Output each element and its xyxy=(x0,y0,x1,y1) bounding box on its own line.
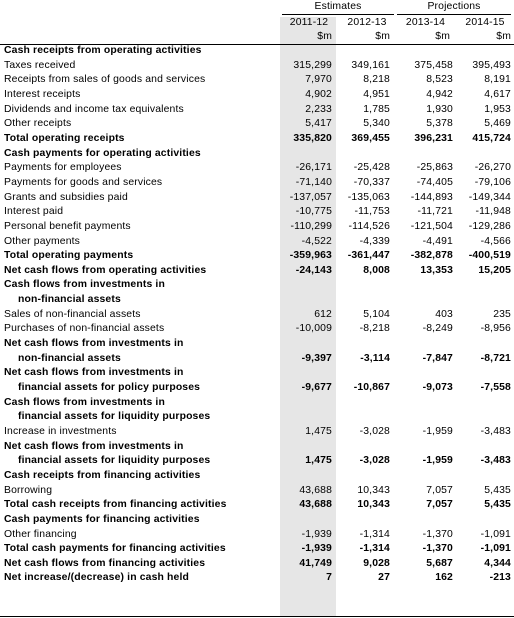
row-value-2012-13: -135,063 xyxy=(347,191,390,203)
row-value-2013-14: -382,878 xyxy=(410,250,453,262)
table-row xyxy=(0,528,514,542)
row-value-2014-15: -7,558 xyxy=(480,381,511,393)
row-value-2011-12: -24,143 xyxy=(295,264,332,276)
row-label: Other payments xyxy=(4,235,81,247)
row-value-2012-13: -25,428 xyxy=(353,162,390,174)
row-value-2013-14: 7,057 xyxy=(426,484,453,496)
table-row xyxy=(0,396,514,410)
row-value-2012-13: 5,104 xyxy=(363,308,390,320)
row-label: Net cash flows from operating activities xyxy=(4,264,207,276)
row-value-2013-14: 396,231 xyxy=(414,132,453,144)
header-rule-projections xyxy=(397,14,511,15)
table-row xyxy=(0,322,514,336)
row-label: Cash flows from investments in xyxy=(4,279,165,291)
row-value-2014-15: 8,191 xyxy=(484,74,511,86)
table-row xyxy=(0,220,514,234)
row-label: Total operating payments xyxy=(4,250,134,262)
header-group-projections: Projections xyxy=(427,1,481,12)
row-value-2012-13: -70,337 xyxy=(353,176,390,188)
row-value-2012-13: 10,343 xyxy=(357,484,390,496)
header-year: 2014-15 xyxy=(465,17,505,28)
row-value-2011-12: 43,688 xyxy=(299,484,332,496)
row-value-2011-12: -4,522 xyxy=(301,235,332,247)
table-row xyxy=(0,103,514,117)
table-row xyxy=(0,278,514,292)
row-label: Other financing xyxy=(4,528,77,540)
table-row xyxy=(0,381,514,395)
row-value-2011-12: 335,820 xyxy=(293,132,332,144)
row-value-2011-12: 4,902 xyxy=(305,89,332,100)
row-value-2012-13: -3,028 xyxy=(359,455,390,467)
row-label: Interest receipts xyxy=(4,89,81,100)
row-value-2014-15: 4,617 xyxy=(484,89,511,100)
row-value-2012-13: 5,340 xyxy=(363,118,390,130)
row-label: Cash payments for financing activities xyxy=(4,513,200,525)
row-label: Receipts from sales of goods and services xyxy=(4,74,206,86)
row-value-2013-14: -9,073 xyxy=(422,381,453,393)
row-label: Cash receipts from financing activities xyxy=(4,469,201,481)
row-value-2013-14: 4,942 xyxy=(426,89,453,100)
row-label: Net cash flows from investments in xyxy=(4,367,184,379)
row-value-2013-14: -25,863 xyxy=(416,162,453,174)
row-label: Total cash receipts from financing activities xyxy=(4,499,227,511)
row-value-2012-13: 349,161 xyxy=(351,59,390,71)
row-value-2011-12: 41,749 xyxy=(299,557,332,569)
row-value-2011-12: 7,970 xyxy=(305,74,332,86)
row-value-2014-15: 415,724 xyxy=(472,132,511,144)
row-value-2014-15: -11,948 xyxy=(475,206,511,218)
row-value-2012-13: -3,114 xyxy=(360,352,390,364)
row-label: financial assets for policy purposes xyxy=(18,381,201,393)
row-value-2012-13: 27 xyxy=(378,572,390,584)
row-value-2012-13: -1,314 xyxy=(359,528,390,540)
row-value-2013-14: 375,458 xyxy=(414,59,453,71)
row-value-2013-14: -1,959 xyxy=(422,455,453,467)
row-value-2012-13: 1,785 xyxy=(363,103,390,115)
header-group-estimates: Estimates xyxy=(314,1,362,12)
row-label: financial assets for liquidity purposes xyxy=(18,455,211,467)
row-value-2012-13: -3,028 xyxy=(359,425,390,437)
table-row xyxy=(0,366,514,380)
row-label: Taxes received xyxy=(4,59,76,71)
table-row xyxy=(0,191,514,205)
row-value-2014-15: -3,483 xyxy=(480,425,511,437)
row-value-2011-12: -9,397 xyxy=(301,352,332,364)
row-value-2014-15: -8,721 xyxy=(480,352,511,364)
row-value-2011-12: -71,140 xyxy=(295,176,332,188)
row-value-2013-14: 403 xyxy=(435,308,453,320)
table-row xyxy=(0,484,514,498)
row-value-2013-14: 162 xyxy=(435,572,453,584)
row-value-2012-13: 8,218 xyxy=(363,74,390,86)
row-label: Borrowing xyxy=(4,484,53,496)
row-value-2013-14: -8,249 xyxy=(422,323,453,335)
table-row xyxy=(0,308,514,322)
row-label: Cash payments for operating activities xyxy=(4,147,201,159)
row-label: Purchases of non-financial assets xyxy=(4,323,165,335)
row-label: Total cash payments for financing activities xyxy=(4,543,226,555)
row-value-2014-15: -400,519 xyxy=(468,250,511,262)
row-value-2012-13: 9,028 xyxy=(363,557,390,569)
table-row xyxy=(0,454,514,468)
row-value-2013-14: -4,491 xyxy=(422,235,453,247)
table-row xyxy=(0,249,514,263)
row-value-2011-12: 1,475 xyxy=(305,455,332,467)
header-year: 2011-12 xyxy=(289,17,329,28)
row-value-2014-15: -213 xyxy=(489,572,511,584)
header-unit: $m xyxy=(317,31,332,42)
row-value-2012-13: 8,008 xyxy=(363,264,390,276)
row-value-2011-12: -9,677 xyxy=(301,381,332,393)
row-value-2011-12: -137,057 xyxy=(289,191,332,203)
table-row xyxy=(0,513,514,527)
row-value-2011-12: 43,688 xyxy=(299,499,332,511)
header-unit: $m xyxy=(375,31,390,42)
row-label: Net cash flows from financing activities xyxy=(4,557,206,569)
row-value-2014-15: -1,091 xyxy=(480,543,511,555)
row-label: non-financial assets xyxy=(18,294,121,306)
table-row xyxy=(0,337,514,351)
row-label: Net cash flows from investments in xyxy=(4,338,184,349)
row-label: financial assets for liquidity purposes xyxy=(18,411,211,423)
row-label: Cash receipts from operating activities xyxy=(4,45,202,56)
row-value-2014-15: -129,286 xyxy=(468,220,511,232)
table-row xyxy=(0,542,514,556)
header-unit: $m xyxy=(496,31,511,42)
row-label: Total operating receipts xyxy=(4,132,125,144)
row-value-2013-14: 13,353 xyxy=(420,264,453,276)
row-value-2013-14: -1,959 xyxy=(422,425,453,437)
row-value-2014-15: -3,483 xyxy=(480,455,511,467)
row-value-2014-15: 1,953 xyxy=(484,103,511,115)
row-value-2012-13: -8,218 xyxy=(359,323,390,335)
row-value-2012-13: -4,339 xyxy=(359,235,390,247)
row-label: Grants and subsidies paid xyxy=(4,191,128,203)
row-value-2014-15: 5,469 xyxy=(484,118,511,130)
row-value-2013-14: -121,504 xyxy=(410,220,453,232)
table-row xyxy=(0,557,514,571)
row-value-2012-13: -361,447 xyxy=(347,250,390,262)
row-label: Interest paid xyxy=(4,206,64,218)
row-value-2011-12: 2,233 xyxy=(305,103,332,115)
table-row xyxy=(0,410,514,424)
row-value-2014-15: -4,566 xyxy=(480,235,511,247)
row-value-2011-12: -10,775 xyxy=(295,206,332,218)
row-label: Personal benefit payments xyxy=(4,220,131,232)
row-value-2011-12: -110,299 xyxy=(290,220,332,232)
table-row xyxy=(0,293,514,307)
row-value-2014-15: -26,270 xyxy=(474,162,511,174)
row-value-2013-14: -11,721 xyxy=(417,206,453,218)
table-bottom-rule xyxy=(0,616,514,617)
row-value-2014-15: 4,344 xyxy=(484,557,511,569)
header-year: 2013-14 xyxy=(405,17,446,28)
row-value-2013-14: 8,523 xyxy=(426,74,453,86)
row-value-2014-15: -79,106 xyxy=(474,176,511,188)
row-value-2011-12: -1,939 xyxy=(301,528,332,540)
row-value-2014-15: 15,205 xyxy=(478,264,511,276)
row-label: Cash flows from investments in xyxy=(4,396,165,408)
row-value-2014-15: 5,435 xyxy=(484,499,511,511)
row-value-2011-12: -10,009 xyxy=(295,323,332,335)
row-label: Net increase/(decrease) in cash held xyxy=(4,572,190,584)
table-row xyxy=(0,176,514,190)
table-row xyxy=(0,264,514,278)
row-value-2013-14: -1,370 xyxy=(422,528,453,540)
row-label: Payments for goods and services xyxy=(4,176,163,188)
row-value-2011-12: -1,939 xyxy=(301,543,332,555)
row-value-2011-12: -359,963 xyxy=(289,250,332,262)
table-row xyxy=(0,44,514,58)
row-value-2014-15: -149,344 xyxy=(468,191,511,203)
row-label: Other receipts xyxy=(4,118,72,130)
row-value-2013-14: 5,378 xyxy=(426,118,453,130)
table-row xyxy=(0,235,514,249)
table-row xyxy=(0,117,514,131)
row-value-2014-15: -1,091 xyxy=(480,528,511,540)
table-row xyxy=(0,161,514,175)
table-row xyxy=(0,59,514,73)
table-row xyxy=(0,147,514,161)
row-value-2012-13: -114,526 xyxy=(348,220,390,232)
row-value-2011-12: -26,171 xyxy=(295,162,332,174)
row-value-2014-15: 5,435 xyxy=(484,484,511,496)
row-label: Increase in investments xyxy=(4,425,117,437)
table-row xyxy=(0,469,514,483)
table-row xyxy=(0,571,514,585)
table-row xyxy=(0,132,514,146)
row-value-2013-14: 7,057 xyxy=(426,499,453,511)
row-label: Net cash flows from investments in xyxy=(4,440,184,452)
table-row xyxy=(0,73,514,87)
header-year: 2012-13 xyxy=(347,17,387,28)
table-row xyxy=(0,440,514,454)
row-value-2011-12: 1,475 xyxy=(305,425,332,437)
row-value-2011-12: 7 xyxy=(326,572,332,584)
row-value-2013-14: 1,930 xyxy=(426,103,453,115)
row-value-2012-13: 369,455 xyxy=(351,132,390,144)
header-unit: $m xyxy=(435,31,450,42)
header-rule-estimates xyxy=(282,14,394,15)
row-label: Dividends and income tax equivalents xyxy=(4,103,184,115)
row-value-2011-12: 5,417 xyxy=(305,118,332,130)
table-row xyxy=(0,425,514,439)
table-row xyxy=(0,205,514,219)
row-value-2012-13: -11,753 xyxy=(354,206,390,218)
row-value-2011-12: 612 xyxy=(314,308,332,320)
row-value-2013-14: -1,370 xyxy=(422,543,453,555)
row-value-2013-14: -74,405 xyxy=(416,176,453,188)
row-value-2014-15: 235 xyxy=(493,308,511,320)
row-label: Payments for employees xyxy=(4,162,122,174)
row-label: Sales of non-financial assets xyxy=(4,308,141,320)
row-value-2013-14: 5,687 xyxy=(426,557,453,569)
row-value-2011-12: 315,299 xyxy=(293,59,332,71)
row-value-2013-14: -144,893 xyxy=(410,191,453,203)
row-value-2012-13: 10,343 xyxy=(357,499,390,511)
row-value-2012-13: -10,867 xyxy=(353,381,390,393)
row-value-2012-13: -1,314 xyxy=(359,543,390,555)
row-value-2013-14: -7,847 xyxy=(422,352,453,364)
row-label: non-financial assets xyxy=(18,352,121,364)
row-value-2014-15: -8,956 xyxy=(480,323,511,335)
row-value-2012-13: 4,951 xyxy=(363,89,390,100)
table-row xyxy=(0,352,514,366)
table-row xyxy=(0,88,514,102)
row-value-2014-15: 395,493 xyxy=(472,59,511,71)
table-row xyxy=(0,498,514,512)
